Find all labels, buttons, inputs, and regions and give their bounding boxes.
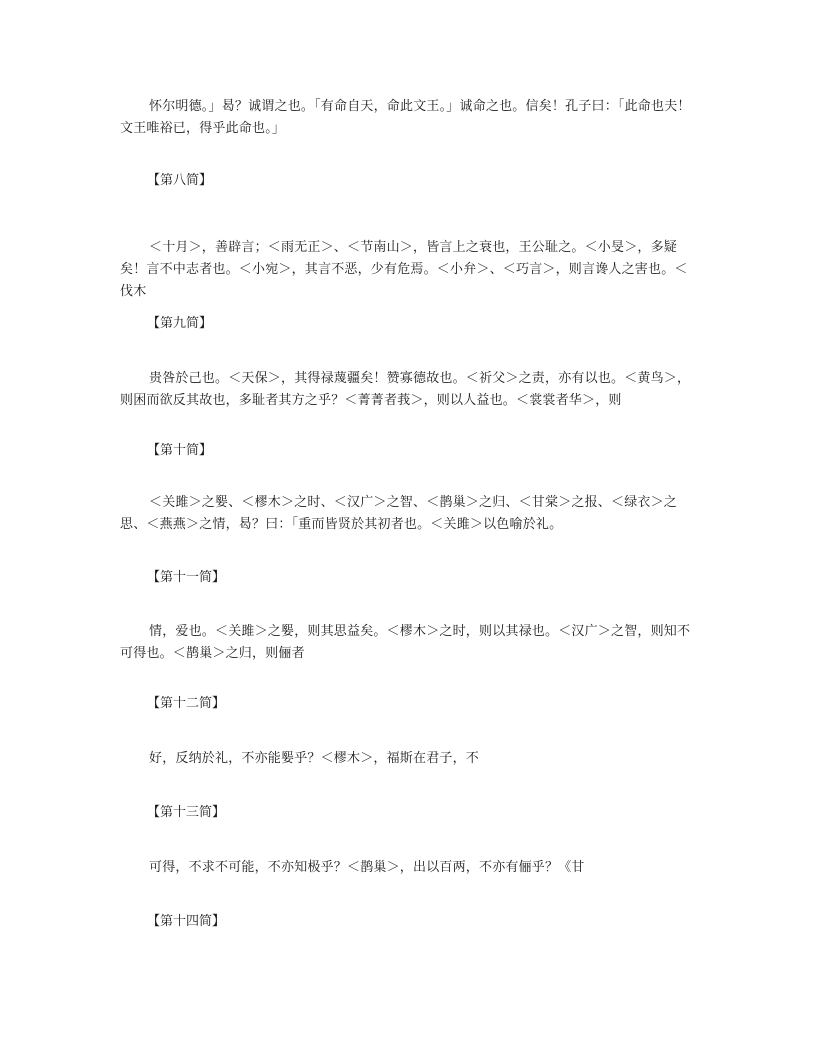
heading-slip-12: 【第十二简】	[147, 696, 226, 711]
heading-slip-10: 【第十简】	[147, 443, 213, 458]
heading-slip-11: 【第十一简】	[147, 570, 226, 585]
paragraph-7: 可得，不求不可能，不亦知极乎？＜鹊巢＞，出以百两，不亦有俪乎？《甘	[149, 860, 585, 875]
heading-slip-13: 【第十三简】	[147, 805, 226, 820]
heading-slip-14: 【第十四简】	[147, 914, 226, 929]
paragraph-5: 情，爱也。＜关雎＞之媐，则其思益矣。＜樛木＞之时，则以其禄也。＜汉广＞之智，则知不可得也。＜鹊巢＞之归，则俪者	[120, 624, 691, 661]
heading-slip-9: 【第九简】	[147, 316, 213, 331]
paragraph-6: 好，反纳於礼，不亦能媐乎？＜樛木＞，福斯在君子，不	[149, 751, 480, 766]
paragraph-2: ＜十月＞，善辟言；＜雨无正＞、＜节南山＞，皆言上之衰也，王公耻之。＜小旻＞，多疑矣！言不中志者也。＜小宛＞，其言不恶，少有危焉。＜小弁＞、＜巧言＞，则言谗人之害也。＜伐木	[120, 240, 688, 299]
heading-slip-8: 【第八简】	[147, 173, 213, 188]
paragraph-1: 怀尔明德。」曷？诚谓之也。「有命自天，命此文王。」诚命之也。信矣！孔子曰：「此命也夫！文王唯裕已，得乎此命也。」	[120, 99, 691, 136]
paragraph-4: ＜关雎＞之媐、＜樛木＞之时、＜汉广＞之智、＜鹊巢＞之归、＜甘棠＞之报、＜绿衣＞之思、＜燕燕＞之情，曷？曰：「重而皆贤於其初者也。＜关雎＞以色喻於礼。	[120, 495, 678, 532]
paragraph-3: 贵咎於己也。＜天保＞，其得禄蔑疆矣！赞寡德故也。＜祈父＞之责，亦有以也。＜黄鸟＞，则困而欲反其故也，多耻者其方之乎？＜菁菁者莪＞，则以人益也。＜裳裳者华＞，则	[120, 371, 691, 408]
